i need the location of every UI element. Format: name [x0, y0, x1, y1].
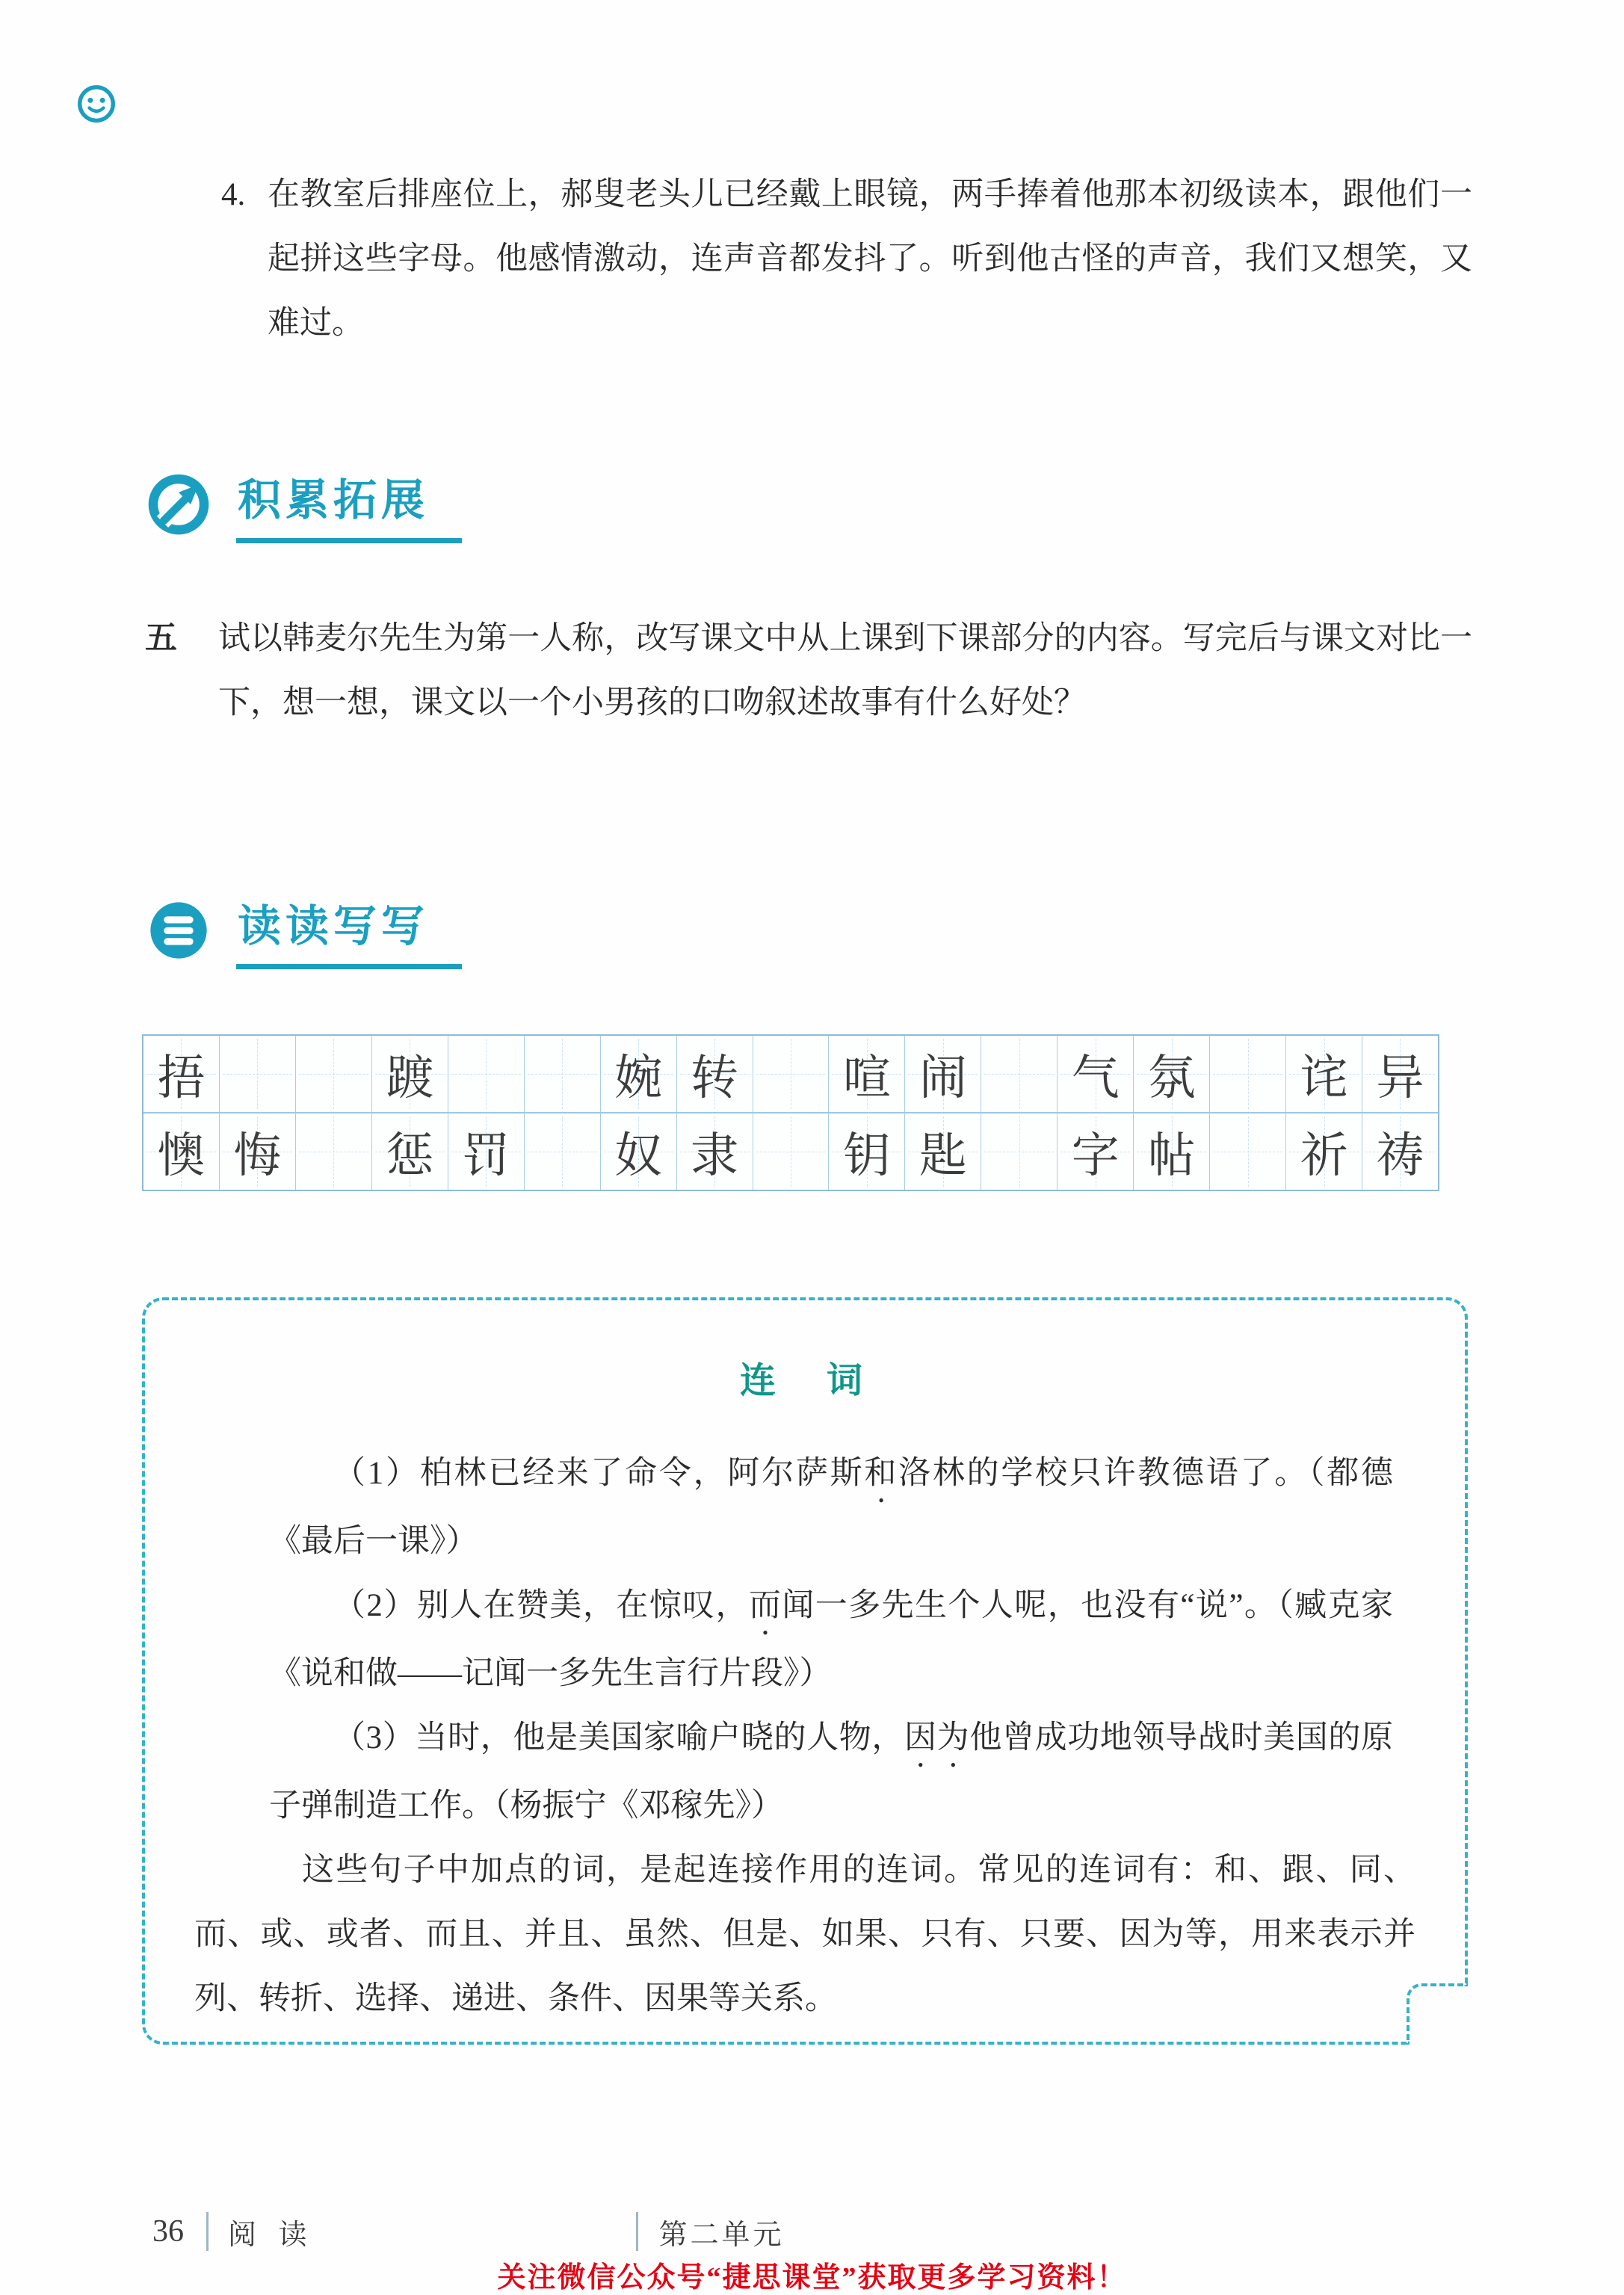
box-title: 连 词 — [739, 1361, 870, 1400]
grid-cell-character — [904, 1113, 981, 1190]
grammar-box-conjunctions — [142, 1297, 1468, 2045]
example-2-text-cont: 闻一多先生个人呢，也没有“说”。（臧克家《说和做——记闻一多先生言行片段》） — [269, 1588, 1394, 1691]
smiley-logo-icon — [76, 84, 117, 124]
example-3-emphasized-word: 因为 — [904, 1720, 970, 1755]
example-1-emphasized-word: 和 — [864, 1456, 899, 1491]
grid-cell-character — [1285, 1036, 1362, 1112]
grid-cell-character — [1362, 1036, 1438, 1112]
list-lines-icon — [146, 898, 211, 963]
grid-cell-character — [1362, 1113, 1438, 1190]
page-footer — [0, 2209, 1624, 2254]
section-title-readwrite: 读读写写 — [236, 898, 462, 969]
grid-cell-character — [371, 1036, 448, 1112]
footer-divider — [206, 2212, 209, 2251]
section-title-accumulate: 积累拓展 — [236, 472, 462, 543]
example-3-text-cont: 他曾成功地领导战时美国的原子弹制造工作。（杨振宁《邓稼先》） — [269, 1720, 1393, 1823]
handwritten-character: 字 — [1071, 1129, 1120, 1182]
grid-cell-character — [828, 1113, 904, 1190]
handwritten-character: 祷 — [1376, 1129, 1424, 1182]
footer-unit-label: 第二单元 — [658, 2219, 785, 2251]
section-header-accumulate — [146, 472, 462, 543]
grid-cell-empty — [295, 1113, 371, 1190]
grid-cell-empty — [448, 1036, 524, 1112]
box-example-3 — [269, 1706, 1393, 1838]
example-2-text: （2）别人在赞美，在惊叹， — [333, 1588, 749, 1623]
grid-cell-character — [676, 1113, 753, 1190]
box-example-2 — [269, 1574, 1393, 1706]
handwritten-character: 悔 — [233, 1129, 282, 1182]
box-corner-notch — [1407, 1983, 1468, 2045]
handwritten-character: 婉 — [614, 1051, 663, 1105]
item-5-number: 五 — [145, 621, 177, 656]
handwritten-character: 闹 — [918, 1051, 967, 1105]
example-1-text: （1）柏林已经来了命令，阿尔萨斯 — [333, 1456, 865, 1491]
handwritten-character: 帖 — [1147, 1129, 1196, 1182]
handwritten-character: 氛 — [1147, 1051, 1196, 1105]
grid-cell-empty — [981, 1036, 1057, 1112]
grid-row — [143, 1112, 1438, 1190]
handwritten-character: 罚 — [462, 1129, 510, 1182]
grid-cell-character — [1285, 1113, 1362, 1190]
footer-section-label: 阅 读 — [228, 2219, 315, 2251]
grid-cell-character — [143, 1113, 219, 1190]
grid-cell-empty — [753, 1113, 829, 1190]
grid-cell-character — [828, 1036, 904, 1112]
handwritten-character: 懊 — [157, 1129, 206, 1182]
box-example-1 — [269, 1442, 1393, 1574]
grid-cell-character — [676, 1036, 753, 1112]
exercise-item-4 — [221, 163, 1472, 356]
compass-arrow-icon — [146, 472, 211, 537]
box-summary — [194, 1838, 1415, 2031]
handwritten-character: 祈 — [1300, 1129, 1348, 1182]
handwritten-character: 奴 — [614, 1129, 663, 1182]
grid-cell-empty — [295, 1036, 371, 1112]
item-4-number: 4. — [221, 177, 246, 212]
handwritten-character: 隶 — [691, 1129, 739, 1182]
grid-cell-empty — [1209, 1113, 1285, 1190]
handwritten-character: 异 — [1376, 1051, 1424, 1105]
item-4-text: 在教室后排座位上，郝叟老头儿已经戴上眼镜，两手捧着他那本初级读本，跟他们一起拼这些字母。他感情激动，连声音都发抖了。听到他古怪的声音，我们又想笑，又难过。 — [268, 177, 1472, 341]
footer-divider-2 — [636, 2212, 638, 2251]
grid-cell-character — [448, 1113, 524, 1190]
grid-cell-character — [143, 1036, 219, 1112]
handwritten-character: 捂 — [157, 1051, 206, 1105]
page-number: 36 — [152, 2214, 184, 2249]
handwritten-character: 诧 — [1300, 1051, 1348, 1105]
grid-cell-character — [1133, 1036, 1209, 1112]
grid-cell-character — [600, 1036, 676, 1112]
grid-cell-character — [371, 1113, 448, 1190]
grid-cell-character — [1057, 1036, 1133, 1112]
example-2-emphasized-word: 而 — [748, 1588, 782, 1623]
grid-cell-empty — [753, 1036, 829, 1112]
grid-cell-character — [600, 1113, 676, 1190]
grid-cell-character — [1133, 1113, 1209, 1190]
section-header-readwrite — [146, 898, 462, 969]
example-1-text-cont: 洛林的学校只许教德语了。（都德《最后一课》） — [269, 1456, 1394, 1559]
wechat-notice-text: 关注微信公众号“捷思课堂”获取更多学习资料！ — [497, 2262, 1127, 2294]
handwritten-character: 踱 — [386, 1051, 434, 1105]
handwritten-character: 喧 — [842, 1051, 891, 1105]
grid-cell-empty — [524, 1036, 600, 1112]
handwritten-character: 转 — [691, 1051, 739, 1105]
vocabulary-grid — [142, 1034, 1439, 1191]
handwritten-character: 惩 — [386, 1129, 434, 1182]
grid-cell-character — [904, 1036, 981, 1112]
grid-cell-empty — [524, 1113, 600, 1190]
grid-cell-character — [1057, 1113, 1133, 1190]
grid-row — [143, 1036, 1438, 1112]
handwritten-character: 钥 — [842, 1129, 891, 1182]
item-5-text: 试以韩麦尔先生为第一人称，改写课文中从上课到下课部分的内容。写完后与课文对比一下，想一想，课文以一个小男孩的口吻叙述故事有什么好处？ — [218, 621, 1472, 720]
handwritten-character: 匙 — [918, 1129, 967, 1182]
grid-cell-character — [219, 1113, 295, 1190]
summary-text: 这些句子中加点的词，是起连接作用的连词。常见的连词有：和、跟、同、而、或、或者、而且、并且、虽然、但是、如果、只有、只要、因为等，用来表示并列、转折、选择、递进、条件、因果等关系。 — [194, 1853, 1415, 2016]
grid-cell-empty — [981, 1113, 1057, 1190]
exercise-item-5 — [145, 607, 1472, 735]
example-3-text: （3）当时，他是美国家喻户晓的人物， — [333, 1720, 905, 1755]
handwritten-character: 气 — [1071, 1051, 1120, 1105]
grid-cell-empty — [219, 1036, 295, 1112]
grid-cell-empty — [1209, 1036, 1285, 1112]
